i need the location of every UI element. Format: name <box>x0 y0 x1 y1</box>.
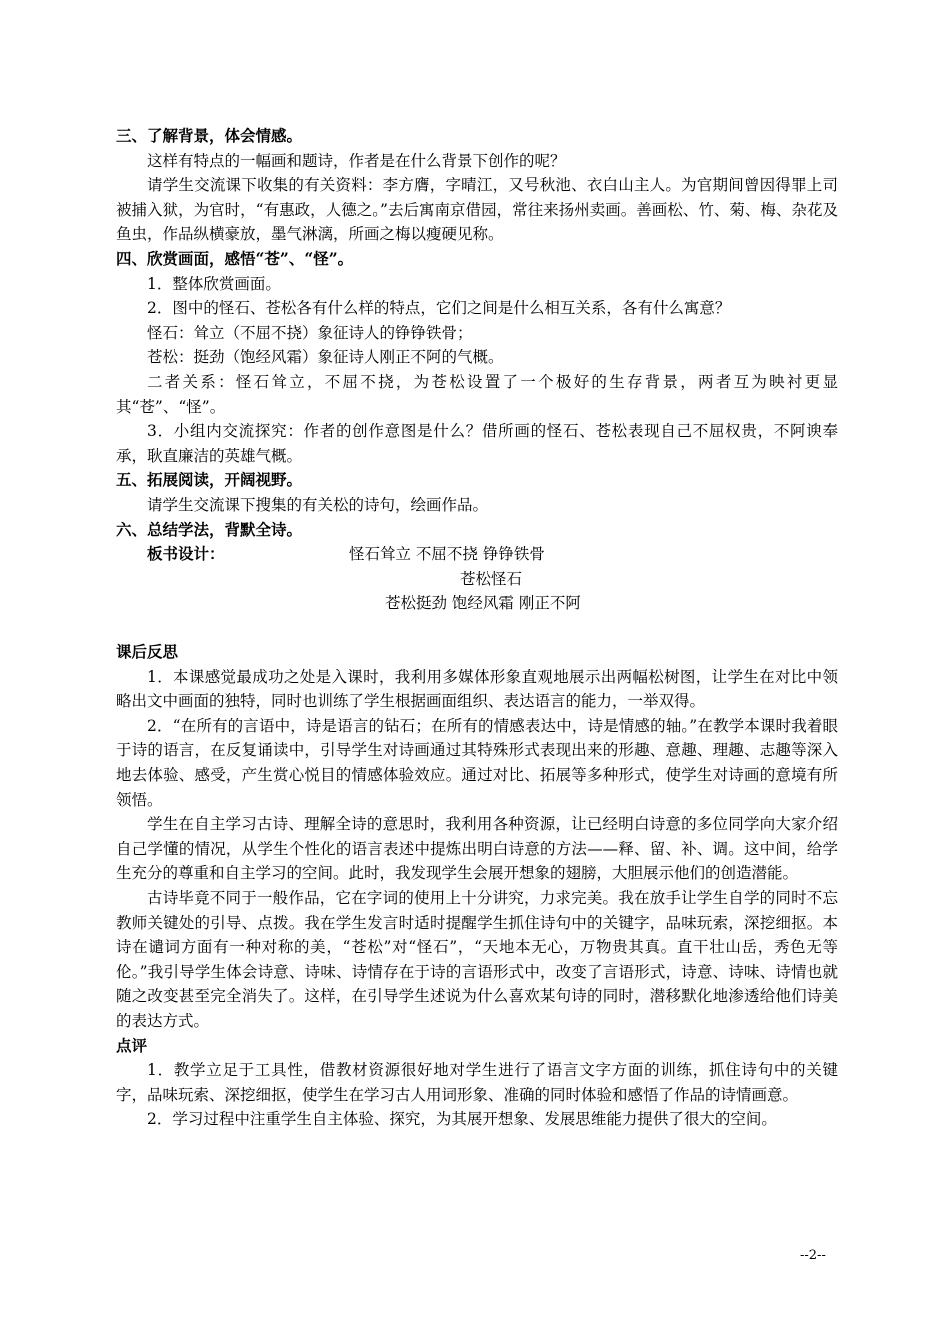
reflection-heading: 课后反思 <box>116 642 179 662</box>
board-design <box>116 542 838 616</box>
document-body <box>116 124 838 1132</box>
page-number: --2-- <box>800 1248 826 1263</box>
board-line-2: 苍松怪石 <box>460 569 523 588</box>
paragraph: 请学生交流课下搜集的有关松的诗句，绘画作品。 <box>147 495 489 514</box>
paragraph: 2．学习过程中注重学生自主体验、探究，为其展开想象、发展思维能力提供了很大的空间。 <box>147 1110 777 1129</box>
paragraph: 2．图中的怪石、苍松各有什么样的特点，它们之间是什么相互关系，各有什么寓意？ <box>147 299 731 318</box>
comment-heading: 点评 <box>116 1035 148 1055</box>
paragraph: 学生在自主学习古诗、理解全诗的意思时，我利用各种资源，让已经明白诗意的多位同学向大家介绍自己学懂的情况，从学生个性化的语言表述中提炼出明白诗意的方法——释、留、补、调。这中间，给学生充分的尊重和自主学习的空间。此时，我发现学生会展开想象的翅膀，大胆展示他们的创造潜能。 <box>116 815 838 883</box>
paragraph: 1．教学立足于工具性，借教材资源很好地对学生进行了语言文字方面的训练，抓住诗句中的关键字，品味玩索、深挖细抠，使学生在学习古人用词形象、准确的同时体验和感悟了作品的诗情画意。 <box>116 1061 838 1104</box>
paragraph: 1．整体欣赏画面。 <box>147 274 281 293</box>
paragraph: 1．本课感觉最成功之处是入课时，我利用多媒体形象直观地展示出两幅松树图，让学生在对比中领略出文中画面的独特，同时也训练了学生根据画面组织、表达语言的能力，一举双得。 <box>116 667 838 711</box>
paragraph: 怪石：耸立（不屈不挠）象征诗人的铮铮铁骨； <box>147 323 473 342</box>
paragraph: 二者关系：怪石耸立，不屈不挠，为苍松设置了一个极好的生存背景，两者互为映衬更显其“苍”、“怪”。 <box>116 372 838 416</box>
paragraph: 2．“在所有的言语中，诗是语言的钻石；在所有的情感表达中，诗是情感的轴。”在教学本课时我着眼于诗的语言，在反复诵读中，引导学生对诗画通过其特殊形式表现出来的形趣、意趣、理趣、志趣等深入地去体验、感受，产生赏心悦目的情感体验效应。通过对比、拓展等多种形式，使学生对诗画的意境有所领悟。 <box>116 716 838 809</box>
section-heading: 六、总结学法，背默全诗。 <box>116 519 303 539</box>
board-label: 板书设计： <box>147 544 225 564</box>
board-line-1: 怪石耸立 不屈不挠 铮铮铁骨 <box>349 545 545 564</box>
paragraph: 苍松：挺劲（饱经风霜）象征诗人刚正不阿的气概。 <box>147 348 504 367</box>
paragraph: 这样有特点的一幅画和题诗，作者是在什么背景下创作的呢？ <box>147 151 566 170</box>
paragraph: 古诗毕竟不同于一般作品，它在字词的使用上十分讲究，力求完美。我在放手让学生自学的同时不忘教师关键处的引导、点拨。我在学生发言时适时提醒学生抓住诗句中的关键字，品味玩索，深挖细抠。本诗在谴词方面有一种对称的美，“苍松”对“怪石”，“天地本无心，万物贵其真。直干壮山岳，秀色无等伦。”我引导学生体会诗意、诗味、诗情存在于诗的言语形式中，改变了言语形式，诗意、诗味、诗情也就随之改变甚至完全消失了。这样，在引导学生述说为什么喜欢某句诗的同时，潜移默化地渗透给他们诗美的表达方式。 <box>116 889 838 1030</box>
section-heading: 四、欣赏画面，感悟“苍”、“怪”。 <box>116 248 354 268</box>
section-heading: 五、拓展阅读，开阔视野。 <box>116 470 303 490</box>
board-line-3: 苍松挺劲 饱经风霜 刚正不阿 <box>385 594 581 613</box>
paragraph: 3．小组内交流探究：作者的创作意图是什么？借所画的怪石、苍松表现自己不屈权贵，不阿谀奉承，耿直廉洁的英雄气概。 <box>116 422 838 465</box>
spacer <box>116 616 838 640</box>
section-heading: 三、了解背景，体会情感。 <box>116 126 303 145</box>
paragraph: 请学生交流课下收集的有关资料：李方膺，字晴江，又号秋池、衣白山主人。为官期间曾因得罪上司被捕入狱，为官时，“有惠政，人德之。”去后寓南京借园，常往来扬州卖画。善画松、竹、菊、梅、杂花及鱼虫，作品纵横豪放，墨气淋漓，所画之梅以瘦硬见称。 <box>116 176 838 244</box>
